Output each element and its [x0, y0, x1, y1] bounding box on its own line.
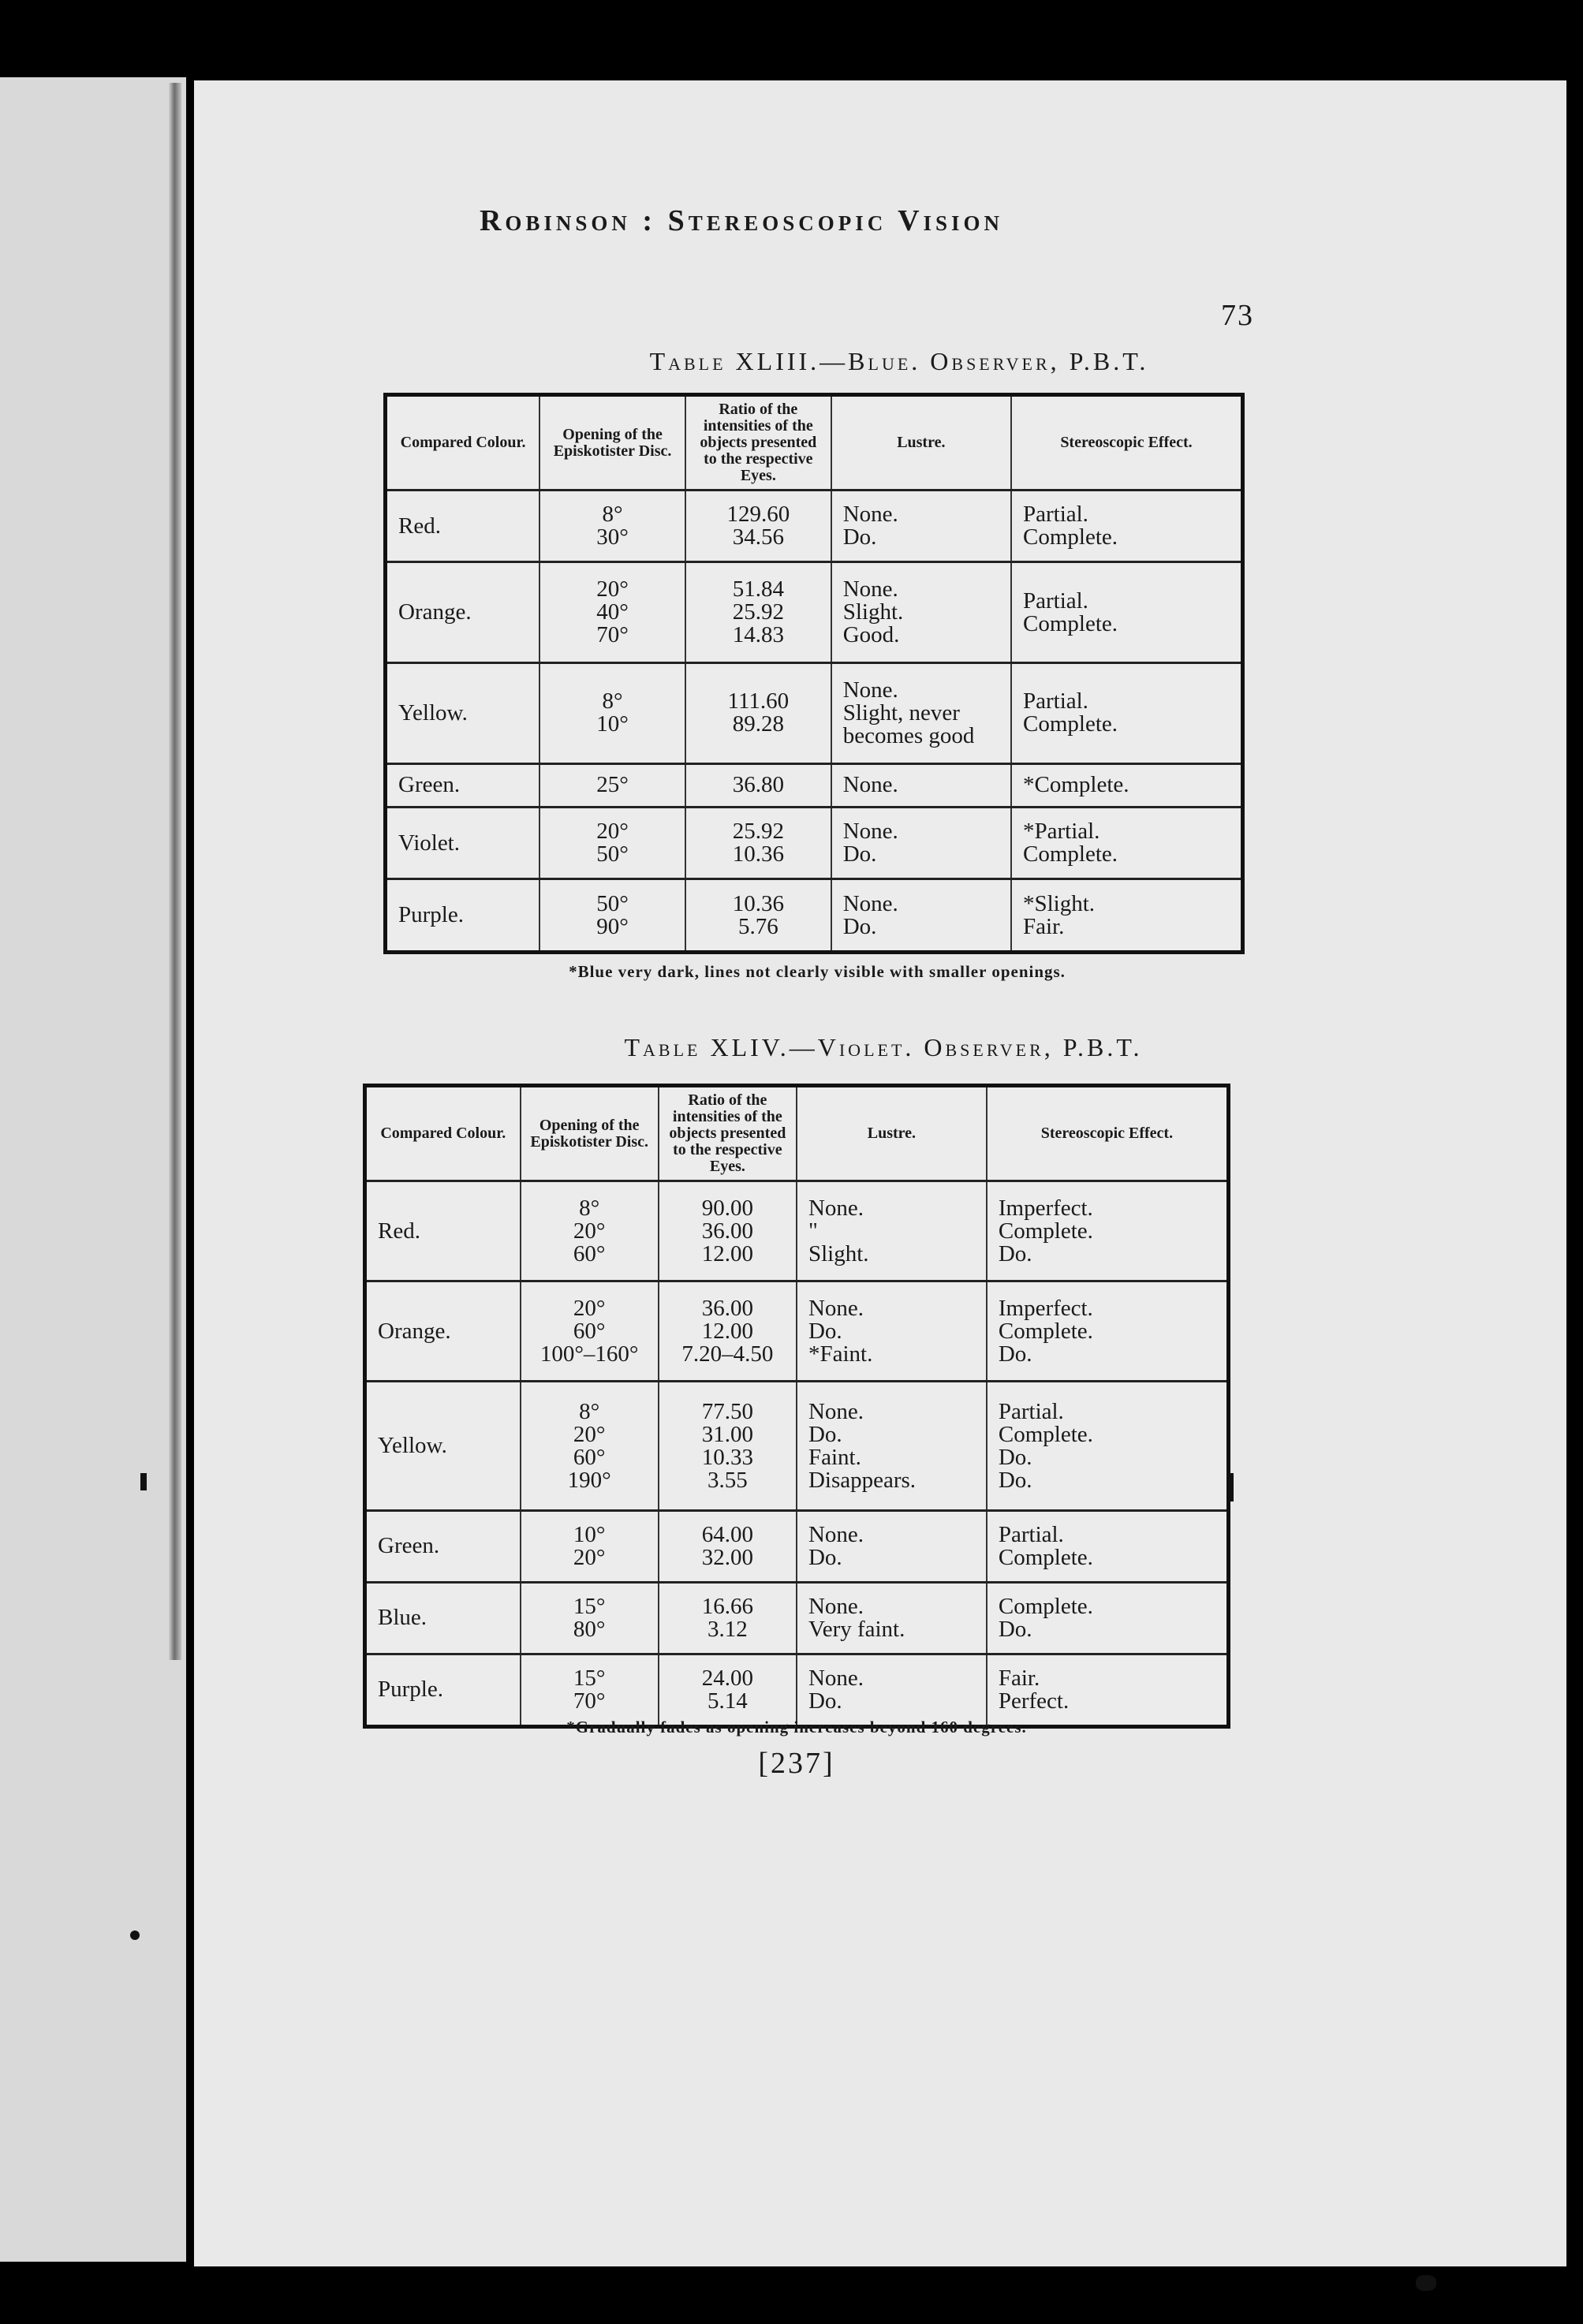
lustre-cell-line: Slight.: [842, 599, 904, 625]
table-row: [365, 1582, 1229, 1654]
lustre-cell-line: None.: [808, 1398, 864, 1424]
stereoscopic-effect-cell-line: Partial.: [1022, 502, 1088, 528]
table-header-row: [386, 395, 1243, 491]
header-lustre: Lustre.: [831, 395, 1011, 491]
lustre-cell-line: Slight.: [808, 1240, 869, 1266]
opening-cell-line: 40°: [596, 599, 629, 625]
ratio-cell-line: 10.33: [701, 1444, 753, 1470]
header-ratio: Ratio of the intensities of the objects presented to the respective Eyes.: [685, 395, 831, 491]
opening-cell-line: 8°: [602, 688, 623, 714]
stereoscopic-effect-cell: [987, 1181, 1229, 1281]
ratio-cell-line: 36.80: [732, 772, 784, 798]
ratio-cell: [659, 1281, 797, 1382]
stereoscopic-effect-cell: [1011, 879, 1243, 953]
lustre-cell: [797, 1281, 987, 1382]
header-stereoscopic-effect: Stereoscopic Effect.: [987, 1086, 1229, 1181]
lustre-cell-line: None.: [842, 819, 898, 845]
book-spine-shadow: [169, 83, 181, 1660]
ratio-cell: [685, 879, 831, 953]
lustre-cell-line: None.: [808, 1195, 864, 1221]
lustre-cell-line: None.: [808, 1665, 864, 1691]
stereoscopic-effect-cell: [987, 1510, 1229, 1582]
table2-footnote: *Gradually fades as opening increases beyond 160 degrees.: [566, 1718, 1027, 1736]
opening-cell-line: 25°: [596, 772, 629, 798]
opening-cell-line: 70°: [573, 1688, 606, 1714]
ratio-cell-line: 10.36: [732, 841, 784, 867]
opening-cell-line: 8°: [579, 1398, 600, 1424]
opening-cell: [521, 1281, 659, 1382]
lustre-cell-line: Good.: [842, 622, 900, 648]
ratio-cell: [659, 1510, 797, 1582]
stereoscopic-effect-cell: [1011, 491, 1243, 562]
ratio-cell: [659, 1582, 797, 1654]
compared-colour-cell: Orange.: [365, 1281, 521, 1382]
stereoscopic-effect-cell-line: Do.: [998, 1240, 1032, 1266]
ratio-cell: [659, 1181, 797, 1281]
table-row: [365, 1281, 1229, 1382]
lustre-cell-line: Do.: [808, 1544, 842, 1570]
ratio-cell: [685, 491, 831, 562]
lustre-cell-line: None.: [808, 1593, 864, 1619]
margin-blot: [1416, 2275, 1436, 2291]
ratio-cell-line: 64.00: [701, 1521, 753, 1547]
compared-colour-cell: Purple.: [386, 879, 540, 953]
lustre-cell: [831, 491, 1011, 562]
header-opening: Opening of the Episkotister Disc.: [521, 1086, 659, 1181]
opening-cell: [521, 1181, 659, 1281]
lustre-cell: [831, 663, 1011, 764]
opening-cell-line: 20°: [573, 1218, 606, 1244]
stereoscopic-effect-cell: [1011, 807, 1243, 878]
lustre-cell: [797, 1510, 987, 1582]
table-row: [386, 763, 1243, 807]
header-compared-colour: Compared Colour.: [386, 395, 540, 491]
table-row: [386, 807, 1243, 878]
lustre-cell-line: Disappears.: [808, 1467, 917, 1493]
ratio-cell-line: 3.12: [707, 1616, 748, 1642]
stereoscopic-effect-cell-line: Complete.: [1022, 841, 1118, 867]
table-row: [365, 1382, 1229, 1510]
compared-colour-cell: Red.: [386, 491, 540, 562]
stereoscopic-effect-cell-line: *Slight.: [1022, 890, 1096, 916]
ratio-cell-line: 36.00: [701, 1218, 753, 1244]
stereoscopic-effect-cell-line: Complete.: [998, 1421, 1093, 1447]
ratio-cell-line: 10.36: [732, 890, 784, 916]
opening-cell: [539, 491, 685, 562]
opening-cell-line: 100°–160°: [539, 1341, 639, 1367]
lustre-cell-line: Do.: [808, 1421, 842, 1447]
page-number: 73: [1221, 299, 1254, 332]
stereoscopic-effect-cell-line: Complete.: [998, 1218, 1093, 1244]
ratio-cell-line: 51.84: [732, 576, 784, 602]
header-compared-colour: Compared Colour.: [365, 1086, 521, 1181]
table-row: [365, 1654, 1229, 1726]
opening-cell-line: 90°: [596, 913, 629, 939]
header-ratio: Ratio of the intensities of the objects presented to the respective Eyes.: [659, 1086, 797, 1181]
table-xliii-blue: [383, 393, 1245, 954]
stereoscopic-effect-cell-line: Partial.: [998, 1521, 1064, 1547]
stereoscopic-effect-cell-line: Do.: [998, 1616, 1032, 1642]
margin-mark: [1230, 1473, 1234, 1501]
opening-cell-line: 20°: [573, 1544, 606, 1570]
ratio-cell: [685, 663, 831, 764]
ratio-cell: [659, 1382, 797, 1510]
stereoscopic-effect-cell-line: Perfect.: [998, 1688, 1070, 1714]
ratio-cell-line: 25.92: [732, 599, 784, 625]
compared-colour-cell: Yellow.: [386, 663, 540, 764]
table-header-row: [365, 1086, 1229, 1181]
ratio-cell-line: 12.00: [701, 1318, 753, 1344]
ratio-cell-line: 129.60: [726, 502, 790, 528]
table-xliv-violet: [363, 1084, 1230, 1729]
opening-cell-line: 10°: [596, 711, 629, 737]
opening-cell: [539, 562, 685, 663]
ratio-cell-line: 31.00: [701, 1421, 753, 1447]
table-row: [365, 1181, 1229, 1281]
opening-cell: [539, 663, 685, 764]
table-row: [386, 663, 1243, 764]
margin-mark: [140, 1473, 147, 1490]
table-row: [386, 562, 1243, 663]
adjacent-page-edge: [0, 77, 186, 2262]
ratio-cell: [659, 1654, 797, 1726]
lustre-cell-line: Do.: [842, 841, 877, 867]
opening-cell-line: 20°: [596, 819, 629, 845]
stereoscopic-effect-cell-line: Complete.: [1022, 524, 1118, 550]
stereoscopic-effect-cell-line: Partial.: [1022, 688, 1088, 714]
lustre-cell: [831, 763, 1011, 807]
stereoscopic-effect-cell: [1011, 763, 1243, 807]
compared-colour-cell: Orange.: [386, 562, 540, 663]
lustre-cell-line: *Faint.: [808, 1341, 873, 1367]
table1-footnote: *Blue very dark, lines not clearly visible with smaller openings.: [569, 962, 1066, 981]
stereoscopic-effect-cell: [1011, 663, 1243, 764]
opening-cell: [521, 1382, 659, 1510]
lustre-cell: [797, 1181, 987, 1281]
lustre-cell: [797, 1654, 987, 1726]
lustre-cell-line: Slight, never: [842, 699, 960, 726]
lustre-cell: [831, 562, 1011, 663]
opening-cell-line: 50°: [596, 890, 629, 916]
opening-cell-line: 60°: [573, 1240, 606, 1266]
header-stereoscopic-effect: Stereoscopic Effect.: [1011, 395, 1243, 491]
opening-cell-line: 8°: [602, 502, 623, 528]
ratio-cell: [685, 807, 831, 878]
margin-dot: [130, 1930, 140, 1940]
lustre-cell-line: ": [808, 1218, 818, 1244]
running-head: Robinson : Stereoscopic Vision: [479, 204, 1004, 237]
stereoscopic-effect-cell-line: Complete.: [1022, 610, 1118, 636]
stereoscopic-effect-cell-line: Partial.: [1022, 588, 1088, 614]
compared-colour-cell: Purple.: [365, 1654, 521, 1726]
ratio-cell-line: 12.00: [701, 1240, 753, 1266]
ratio-cell-line: 34.56: [732, 524, 784, 550]
opening-cell-line: 50°: [596, 841, 629, 867]
ratio-cell-line: 32.00: [701, 1544, 753, 1570]
ratio-cell-line: 36.00: [701, 1295, 753, 1321]
table2-title: Table XLIV.—Violet. Observer, P.B.T.: [624, 1033, 1143, 1061]
ratio-cell-line: 77.50: [701, 1398, 753, 1424]
lustre-cell-line: Faint.: [808, 1444, 861, 1470]
opening-cell: [539, 807, 685, 878]
stereoscopic-effect-cell-line: Partial.: [998, 1398, 1064, 1424]
lustre-cell: [797, 1582, 987, 1654]
lustre-cell-line: Do.: [808, 1318, 842, 1344]
table-row: [365, 1510, 1229, 1582]
table-row: [386, 491, 1243, 562]
opening-cell-line: 15°: [573, 1593, 606, 1619]
opening-cell-line: 70°: [596, 622, 629, 648]
stereoscopic-effect-cell: [987, 1654, 1229, 1726]
lustre-cell-line: None.: [808, 1295, 864, 1321]
stereoscopic-effect-cell-line: Do.: [998, 1341, 1032, 1367]
stereoscopic-effect-cell: [987, 1281, 1229, 1382]
ratio-cell-line: 90.00: [701, 1195, 753, 1221]
lustre-cell: [797, 1382, 987, 1510]
lustre-cell-line: becomes good: [842, 722, 975, 748]
stereoscopic-effect-cell-line: Do.: [998, 1444, 1032, 1470]
ratio-cell-line: 3.55: [707, 1467, 748, 1493]
opening-cell-line: 8°: [579, 1195, 600, 1221]
lustre-cell-line: None.: [808, 1521, 864, 1547]
opening-cell-line: 80°: [573, 1616, 606, 1642]
lustre-cell-line: None.: [842, 677, 898, 703]
ratio-cell-line: 5.76: [737, 913, 778, 939]
opening-cell: [539, 763, 685, 807]
compared-colour-cell: Violet.: [386, 807, 540, 878]
lustre-cell-line: Do.: [808, 1688, 842, 1714]
opening-cell-line: 10°: [573, 1521, 606, 1547]
lustre-cell-line: None.: [842, 772, 898, 798]
table-row: [386, 879, 1243, 953]
ratio-cell: [685, 763, 831, 807]
opening-cell-line: 60°: [573, 1444, 606, 1470]
ratio-cell-line: 16.66: [701, 1593, 753, 1619]
ratio-cell-line: 24.00: [701, 1665, 753, 1691]
stereoscopic-effect-cell-line: *Complete.: [1022, 772, 1129, 798]
lustre-cell-line: Do.: [842, 524, 877, 550]
lustre-cell-line: Very faint.: [808, 1616, 905, 1642]
opening-cell: [521, 1510, 659, 1582]
stereoscopic-effect-cell-line: Imperfect.: [998, 1295, 1093, 1321]
header-opening: Opening of the Episkotister Disc.: [539, 395, 685, 491]
compared-colour-cell: Green.: [386, 763, 540, 807]
stereoscopic-effect-cell-line: Fair.: [998, 1665, 1040, 1691]
opening-cell: [521, 1654, 659, 1726]
ratio-cell-line: 111.60: [727, 688, 790, 714]
lustre-cell-line: None.: [842, 890, 898, 916]
stereoscopic-effect-cell-line: Complete.: [998, 1318, 1093, 1344]
stereoscopic-effect-cell-line: Complete.: [998, 1593, 1093, 1619]
opening-cell-line: 20°: [573, 1295, 606, 1321]
ratio-cell-line: 5.14: [707, 1688, 748, 1714]
stereoscopic-effect-cell-line: Complete.: [1022, 711, 1118, 737]
stereoscopic-effect-cell-line: *Partial.: [1022, 819, 1100, 845]
ratio-cell-line: 25.92: [732, 819, 784, 845]
compared-colour-cell: Green.: [365, 1510, 521, 1582]
compared-colour-cell: Blue.: [365, 1582, 521, 1654]
opening-cell-line: 20°: [573, 1421, 606, 1447]
opening-cell-line: 60°: [573, 1318, 606, 1344]
stereoscopic-effect-cell: [987, 1582, 1229, 1654]
opening-cell: [539, 879, 685, 953]
compared-colour-cell: Red.: [365, 1181, 521, 1281]
table1-title: Table XLIII.—Blue. Observer, P.B.T.: [649, 347, 1149, 375]
stereoscopic-effect-cell: [1011, 562, 1243, 663]
opening-cell-line: 190°: [567, 1467, 611, 1493]
opening-cell-line: 30°: [596, 524, 629, 550]
ratio-cell-line: 7.20–4.50: [681, 1341, 774, 1367]
lustre-cell: [831, 807, 1011, 878]
ratio-cell-line: 14.83: [732, 622, 784, 648]
header-lustre: Lustre.: [797, 1086, 987, 1181]
stereoscopic-effect-cell: [987, 1382, 1229, 1510]
stereoscopic-effect-cell-line: Complete.: [998, 1544, 1093, 1570]
stereoscopic-effect-cell-line: Do.: [998, 1467, 1032, 1493]
lustre-cell-line: Do.: [842, 913, 877, 939]
lustre-cell: [831, 879, 1011, 953]
ratio-cell-line: 89.28: [732, 711, 784, 737]
opening-cell: [521, 1582, 659, 1654]
plate-number: [237]: [758, 1747, 835, 1780]
lustre-cell-line: None.: [842, 502, 898, 528]
ratio-cell: [685, 562, 831, 663]
lustre-cell-line: None.: [842, 576, 898, 602]
compared-colour-cell: Yellow.: [365, 1382, 521, 1510]
opening-cell-line: 20°: [596, 576, 629, 602]
stereoscopic-effect-cell-line: Fair.: [1022, 913, 1065, 939]
stereoscopic-effect-cell-line: Imperfect.: [998, 1195, 1093, 1221]
opening-cell-line: 15°: [573, 1665, 606, 1691]
